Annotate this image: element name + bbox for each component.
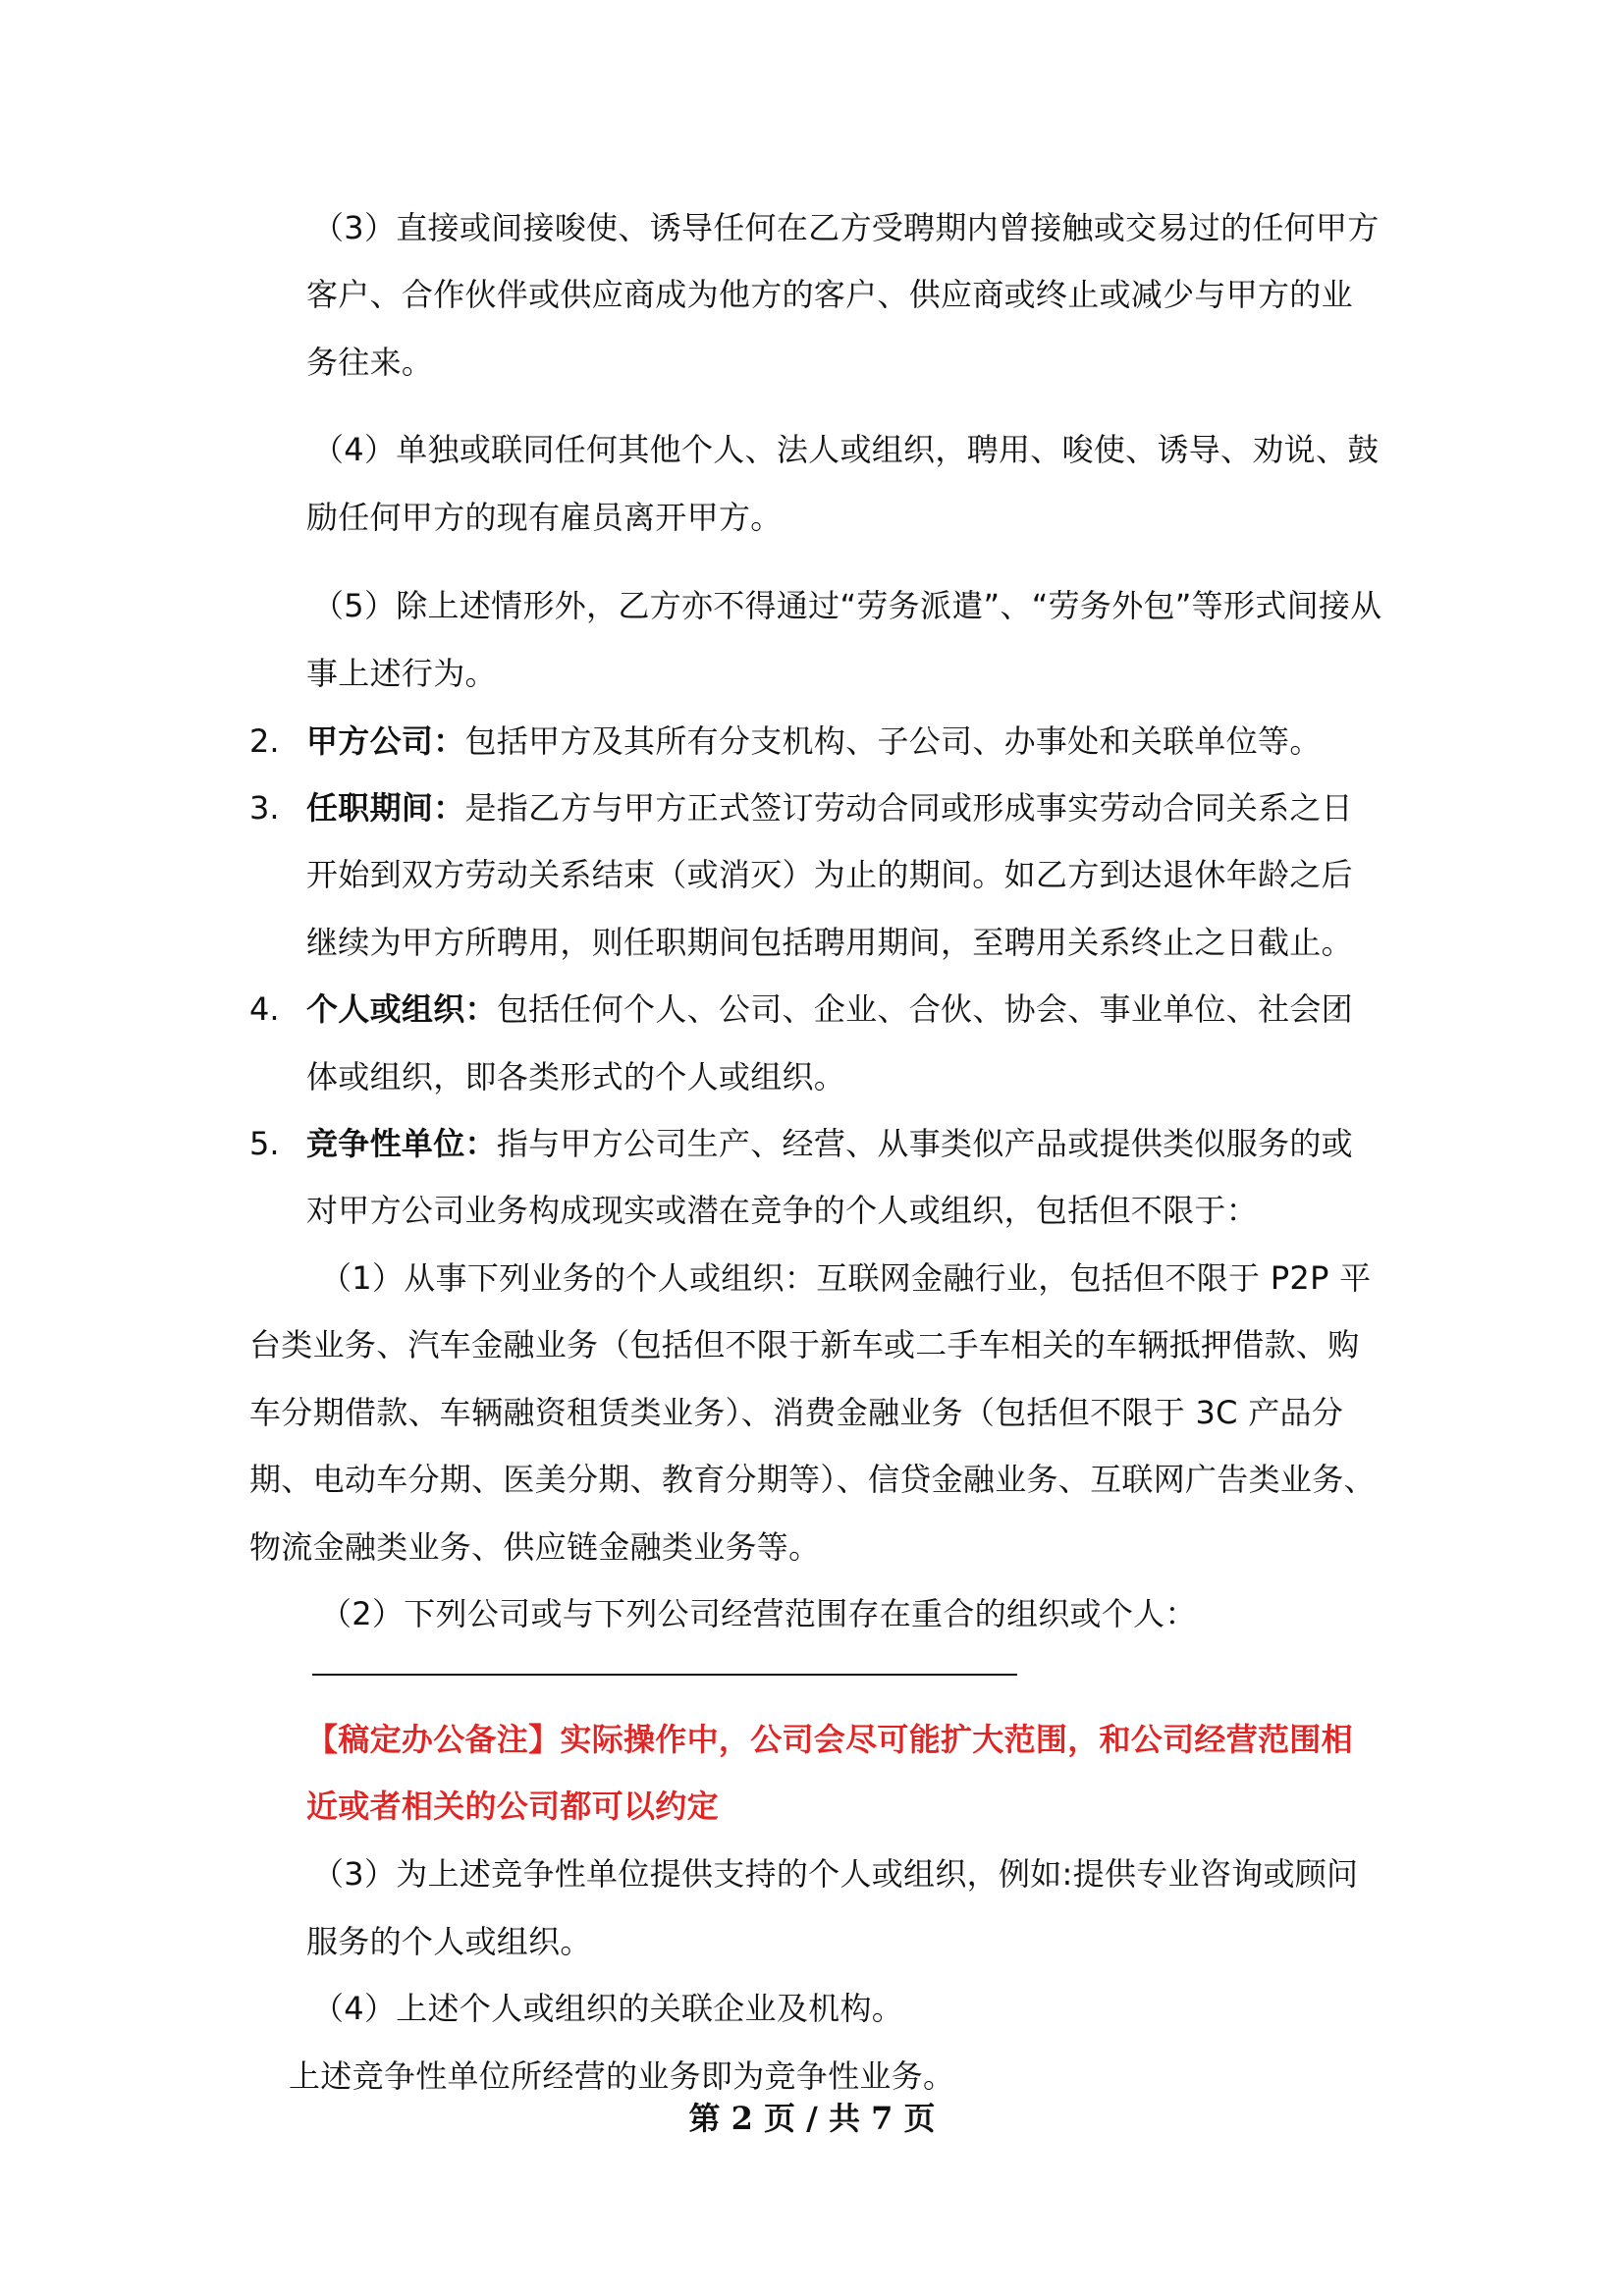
clause-5-line-2: 事上述行为。	[306, 655, 497, 692]
sub-1-line-5: 物流金融类业务、供应链金融类业务等。	[249, 1528, 821, 1566]
item-5-text-1: 指与甲方公司生产、经营、从事类似产品或提供类似服务的或	[496, 1125, 1353, 1162]
item-5-text-2: 对甲方公司业务构成现实或潜在竞争的个人或组织，包括但不限于：	[306, 1192, 1259, 1229]
sub-1-line-2: 台类业务、汽车金融业务（包括但不限于新车或二手车相关的车辆抵押借款、购	[249, 1326, 1360, 1363]
clause-4-line-1: （4）单独或联同任何其他个人、法人或组织，聘用、唆使、诱导、劝说、鼓	[312, 431, 1380, 468]
item-4-number: 4.	[249, 990, 280, 1028]
item-2-number: 2.	[249, 722, 280, 760]
sub-1-line-1: （1）从事下列业务的个人或组织：互联网金融行业，包括但不限于 P2P 平	[320, 1259, 1372, 1297]
item-4-text-2: 体或组织，即各类形式的个人或组织。	[306, 1058, 846, 1095]
sub-2-line-1: （2）下列公司或与下列公司经营范围存在重合的组织或个人：	[320, 1595, 1197, 1632]
item-2-text: 包括甲方及其所有分支机构、子公司、办事处和关联单位等。	[464, 722, 1322, 760]
editor-note-line-1: 【稿定办公备注】实际操作中，公司会尽可能扩大范围，和公司经营范围相	[306, 1721, 1353, 1758]
item-2-definition	[306, 721, 1322, 761]
clause-5-line-1: （5）除上述情形外，乙方亦不得通过“劳务派遣”、“劳务外包”等形式间接从	[312, 587, 1382, 624]
sub-3-line-2: 服务的个人或组织。	[306, 1923, 592, 1960]
item-3-text-3: 继续为甲方所聘用，则任职期间包括聘用期间，至聘用关系终止之日截止。	[306, 924, 1353, 961]
sub-3-line-1: （3）为上述竞争性单位提供支持的个人或组织，例如:提供专业咨询或顾问	[312, 1855, 1359, 1893]
sub-1-line-4: 期、电动车分期、医美分期、教育分期等）、信贷金融业务、互联网广告类业务、	[249, 1461, 1376, 1498]
item-4-definition	[306, 989, 1353, 1029]
page-number-footer: 第 2 页 / 共 7 页	[688, 2100, 936, 2137]
sub-1-line-3: 车分期借款、车辆融资租赁类业务）、消费金融业务（包括但不限于 3C 产品分	[249, 1394, 1344, 1431]
editor-note-line-2: 近或者相关的公司都可以约定	[306, 1788, 719, 1825]
item-3-text-2: 开始到双方劳动关系结束（或消灭）为止的期间。如乙方到达退休年龄之后	[306, 856, 1353, 893]
item-5-number: 5.	[249, 1125, 280, 1162]
item-5-definition	[306, 1124, 1353, 1163]
item-3-term: 任职期间：	[306, 789, 465, 827]
item-5-term: 竞争性单位：	[306, 1125, 497, 1162]
clause-3-line-2: 客户、合作伙伴或供应商成为他方的客户、供应商或终止或减少与甲方的业	[306, 276, 1353, 313]
item-4-term: 个人或组织：	[306, 990, 497, 1028]
clause-4-line-2: 励任何甲方的现有雇员离开甲方。	[306, 499, 783, 536]
sub-4-line-1: （4）上述个人或组织的关联企业及机构。	[312, 1990, 904, 2027]
item-3-number: 3.	[249, 789, 280, 827]
clause-3-line-3: 务往来。	[306, 344, 434, 381]
item-2-term: 甲方公司：	[306, 722, 465, 760]
fill-in-blank-line[interactable]	[312, 1674, 1017, 1676]
item-4-text-1: 包括任何个人、公司、企业、合伙、协会、事业单位、社会团	[496, 990, 1353, 1028]
clause-3-line-1: （3）直接或间接唆使、诱导任何在乙方受聘期内曾接触或交易过的任何甲方	[312, 209, 1380, 246]
closing-statement: 上述竞争性单位所经营的业务即为竞争性业务。	[289, 2057, 955, 2095]
item-3-definition	[306, 788, 1353, 828]
item-3-text-1: 是指乙方与甲方正式签订劳动合同或形成事实劳动合同关系之日	[464, 789, 1353, 827]
